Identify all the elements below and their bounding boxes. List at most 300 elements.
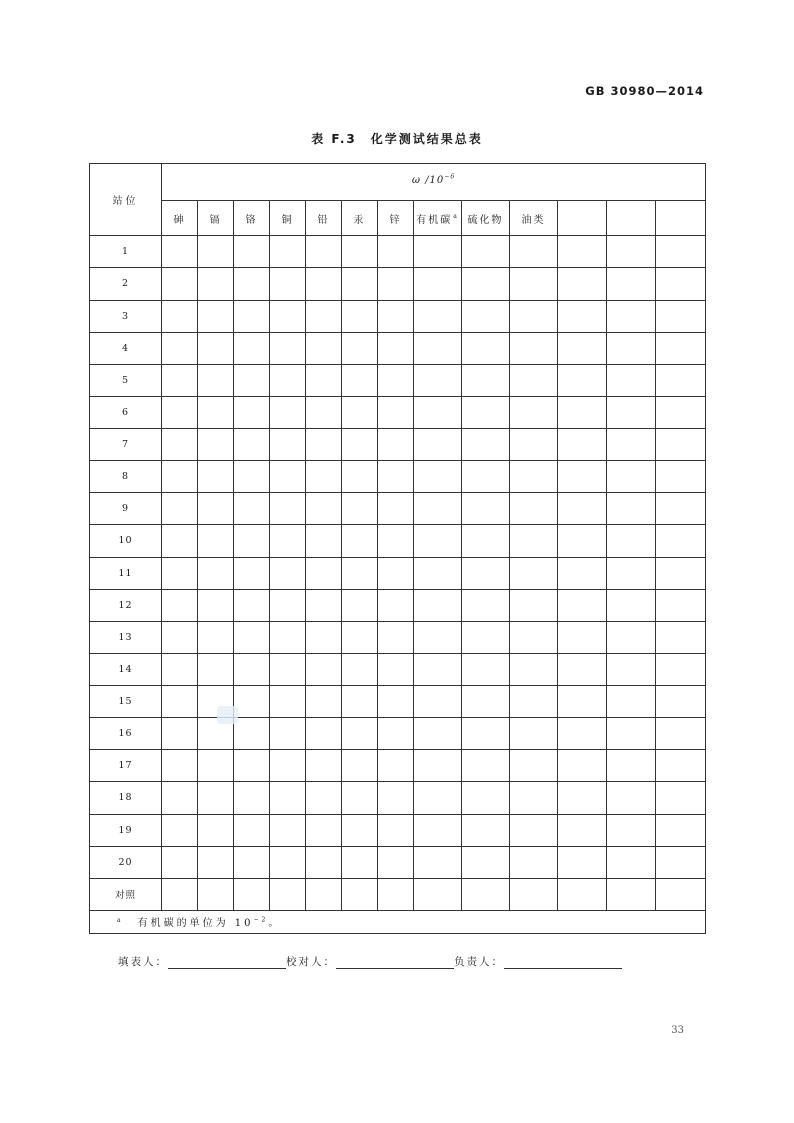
table-cell[interactable] <box>234 300 270 332</box>
table-cell[interactable] <box>234 557 270 589</box>
page-number: 33 <box>671 1025 684 1036</box>
table-cell[interactable] <box>270 268 306 300</box>
table-cell[interactable] <box>510 300 558 332</box>
table-cell[interactable] <box>378 750 414 782</box>
footnote <box>90 910 706 933</box>
table-cell[interactable] <box>510 782 558 814</box>
table-cell[interactable] <box>162 750 198 782</box>
table-cell[interactable] <box>656 814 706 846</box>
table-cell[interactable] <box>342 300 378 332</box>
table-cell[interactable] <box>510 236 558 268</box>
checker-blank[interactable] <box>336 956 454 969</box>
table-cell[interactable] <box>558 493 607 525</box>
table-row <box>90 268 706 300</box>
checker-label: 校对人： <box>286 956 336 968</box>
table-cell[interactable] <box>607 718 656 750</box>
table-cell[interactable] <box>414 364 462 396</box>
table-cell[interactable] <box>270 814 306 846</box>
table-cell[interactable] <box>607 557 656 589</box>
table-cell[interactable] <box>510 429 558 461</box>
table-cell[interactable] <box>378 493 414 525</box>
table-cell[interactable] <box>607 236 656 268</box>
table-cell[interactable] <box>198 493 234 525</box>
table-cell[interactable] <box>270 557 306 589</box>
table-cell[interactable] <box>414 461 462 493</box>
table-cell[interactable] <box>234 332 270 364</box>
table-cell[interactable] <box>656 332 706 364</box>
table-cell[interactable] <box>234 396 270 428</box>
table-cell[interactable] <box>162 814 198 846</box>
table-cell[interactable] <box>414 332 462 364</box>
table-cell[interactable] <box>656 653 706 685</box>
table-cell[interactable] <box>558 525 607 557</box>
table-cell[interactable] <box>558 268 607 300</box>
table-cell[interactable] <box>462 557 510 589</box>
column-header <box>656 201 706 236</box>
table-cell[interactable] <box>378 814 414 846</box>
table-cell[interactable] <box>607 621 656 653</box>
table-cell[interactable] <box>342 878 378 910</box>
table-cell[interactable] <box>607 396 656 428</box>
table-cell[interactable] <box>162 396 198 428</box>
table-cell[interactable] <box>270 686 306 718</box>
footnote-mark: a <box>117 917 124 925</box>
table-cell[interactable] <box>656 364 706 396</box>
table-cell[interactable] <box>342 718 378 750</box>
table-cell[interactable] <box>378 846 414 878</box>
table-cell[interactable] <box>270 525 306 557</box>
table-cell[interactable] <box>342 621 378 653</box>
table-cell[interactable] <box>558 589 607 621</box>
footnote-reference: a <box>453 213 459 221</box>
table-cell[interactable] <box>306 557 342 589</box>
table-cell[interactable] <box>342 493 378 525</box>
table-cell[interactable] <box>414 750 462 782</box>
table-cell[interactable] <box>162 621 198 653</box>
table-cell[interactable] <box>270 782 306 814</box>
station-label: 17 <box>90 750 162 782</box>
table-cell[interactable] <box>378 396 414 428</box>
table-cell[interactable] <box>306 718 342 750</box>
table-cell[interactable] <box>306 236 342 268</box>
table-cell[interactable] <box>656 878 706 910</box>
table-cell[interactable] <box>462 396 510 428</box>
table-cell[interactable] <box>234 461 270 493</box>
table-cell[interactable] <box>656 268 706 300</box>
table-cell[interactable] <box>270 589 306 621</box>
table-cell[interactable] <box>306 846 342 878</box>
table-cell[interactable] <box>234 878 270 910</box>
table-cell[interactable] <box>656 718 706 750</box>
table-cell[interactable] <box>306 621 342 653</box>
table-cell[interactable] <box>234 236 270 268</box>
table-cell[interactable] <box>656 782 706 814</box>
table-cell[interactable] <box>510 846 558 878</box>
table-cell[interactable] <box>198 429 234 461</box>
table-cell[interactable] <box>656 557 706 589</box>
table-cell[interactable] <box>414 878 462 910</box>
table-cell[interactable] <box>607 300 656 332</box>
table-cell[interactable] <box>607 814 656 846</box>
table-cell[interactable] <box>656 525 706 557</box>
table-cell[interactable] <box>607 364 656 396</box>
table-cell[interactable] <box>162 461 198 493</box>
table-cell[interactable] <box>462 300 510 332</box>
table-cell[interactable] <box>198 878 234 910</box>
signature-line <box>118 954 622 969</box>
table-cell[interactable] <box>198 814 234 846</box>
table-cell[interactable] <box>414 525 462 557</box>
table-cell[interactable] <box>306 429 342 461</box>
table-cell[interactable] <box>234 493 270 525</box>
table-cell[interactable] <box>462 878 510 910</box>
table-cell[interactable] <box>414 782 462 814</box>
table-cell[interactable] <box>162 268 198 300</box>
table-cell[interactable] <box>378 621 414 653</box>
table-cell[interactable] <box>607 750 656 782</box>
table-cell[interactable] <box>270 846 306 878</box>
table-cell[interactable] <box>462 686 510 718</box>
table-row <box>90 718 706 750</box>
table-cell[interactable] <box>270 396 306 428</box>
table-cell[interactable] <box>510 396 558 428</box>
table-cell[interactable] <box>558 750 607 782</box>
table-cell[interactable] <box>378 461 414 493</box>
table-cell[interactable] <box>414 300 462 332</box>
table-cell[interactable] <box>378 878 414 910</box>
table-cell[interactable] <box>462 525 510 557</box>
table-cell[interactable] <box>414 814 462 846</box>
table-number: 表 F.3 <box>311 132 357 146</box>
table-cell[interactable] <box>656 589 706 621</box>
table-cell[interactable] <box>607 332 656 364</box>
table-cell[interactable] <box>306 268 342 300</box>
table-cell[interactable] <box>607 589 656 621</box>
table-cell[interactable] <box>510 268 558 300</box>
table-cell[interactable] <box>162 878 198 910</box>
table-cell[interactable] <box>306 782 342 814</box>
table-cell[interactable] <box>234 782 270 814</box>
table-cell[interactable] <box>234 686 270 718</box>
table-cell[interactable] <box>558 814 607 846</box>
table-row <box>90 396 706 428</box>
table-cell[interactable] <box>234 750 270 782</box>
table-cell[interactable] <box>162 718 198 750</box>
table-cell[interactable] <box>378 589 414 621</box>
table-cell[interactable] <box>510 653 558 685</box>
table-cell[interactable] <box>656 461 706 493</box>
table-cell[interactable] <box>378 653 414 685</box>
table-cell[interactable] <box>198 782 234 814</box>
table-cell[interactable] <box>306 300 342 332</box>
table-cell[interactable] <box>558 364 607 396</box>
table-cell[interactable] <box>414 493 462 525</box>
table-cell[interactable] <box>462 653 510 685</box>
table-cell[interactable] <box>378 268 414 300</box>
table-cell[interactable] <box>414 589 462 621</box>
table-cell[interactable] <box>306 686 342 718</box>
table-cell[interactable] <box>342 525 378 557</box>
table-cell[interactable] <box>607 846 656 878</box>
table-cell[interactable] <box>342 396 378 428</box>
station-label: 对照 <box>90 878 162 910</box>
table-cell[interactable] <box>306 364 342 396</box>
table-cell[interactable] <box>558 332 607 364</box>
table-cell[interactable] <box>234 364 270 396</box>
table-cell[interactable] <box>270 332 306 364</box>
table-cell[interactable] <box>270 621 306 653</box>
table-cell[interactable] <box>306 750 342 782</box>
table-cell[interactable] <box>270 300 306 332</box>
table-cell[interactable] <box>162 300 198 332</box>
table-cell[interactable] <box>342 557 378 589</box>
table-cell[interactable] <box>558 557 607 589</box>
table-cell[interactable] <box>270 364 306 396</box>
station-label: 7 <box>90 429 162 461</box>
table-cell[interactable] <box>270 750 306 782</box>
table-cell[interactable] <box>414 557 462 589</box>
table-cell[interactable] <box>198 268 234 300</box>
table-cell[interactable] <box>558 878 607 910</box>
table-cell[interactable] <box>162 364 198 396</box>
table-cell[interactable] <box>510 461 558 493</box>
footnote-exponent: −2 <box>253 917 269 925</box>
table-cell[interactable] <box>558 846 607 878</box>
footnote-text: 有机碳的单位为 10 <box>137 918 254 930</box>
table-row <box>90 814 706 846</box>
table-cell[interactable] <box>414 396 462 428</box>
table-cell[interactable] <box>234 589 270 621</box>
table-cell[interactable] <box>342 589 378 621</box>
table-cell[interactable] <box>162 429 198 461</box>
table-cell[interactable] <box>198 557 234 589</box>
table-cell[interactable] <box>510 364 558 396</box>
table-cell[interactable] <box>270 461 306 493</box>
table-cell[interactable] <box>462 782 510 814</box>
table-cell[interactable] <box>234 621 270 653</box>
table-cell[interactable] <box>462 268 510 300</box>
table-cell[interactable] <box>558 429 607 461</box>
table-cell[interactable] <box>462 846 510 878</box>
table-cell[interactable] <box>414 621 462 653</box>
table-cell[interactable] <box>270 878 306 910</box>
table-cell[interactable] <box>462 750 510 782</box>
table-cell[interactable] <box>378 686 414 718</box>
table-cell[interactable] <box>306 878 342 910</box>
column-header <box>378 201 414 236</box>
table-cell[interactable] <box>462 621 510 653</box>
table-cell[interactable] <box>558 236 607 268</box>
table-cell[interactable] <box>342 332 378 364</box>
table-cell[interactable] <box>270 718 306 750</box>
table-cell[interactable] <box>198 396 234 428</box>
table-cell[interactable] <box>306 589 342 621</box>
table-cell[interactable] <box>198 300 234 332</box>
table-cell[interactable] <box>378 525 414 557</box>
table-cell[interactable] <box>198 525 234 557</box>
table-cell[interactable] <box>607 429 656 461</box>
table-cell[interactable] <box>270 236 306 268</box>
table-cell[interactable] <box>462 493 510 525</box>
station-label: 1 <box>90 236 162 268</box>
table-cell[interactable] <box>414 718 462 750</box>
table-cell[interactable] <box>607 525 656 557</box>
table-cell[interactable] <box>414 268 462 300</box>
table-cell[interactable] <box>510 589 558 621</box>
table-cell[interactable] <box>342 429 378 461</box>
table-cell[interactable] <box>510 493 558 525</box>
table-cell[interactable] <box>378 557 414 589</box>
table-cell[interactable] <box>162 653 198 685</box>
table-cell[interactable] <box>342 814 378 846</box>
table-cell[interactable] <box>378 236 414 268</box>
table-cell[interactable] <box>510 718 558 750</box>
table-cell[interactable] <box>558 461 607 493</box>
table-cell[interactable] <box>656 236 706 268</box>
table-cell[interactable] <box>378 782 414 814</box>
table-cell[interactable] <box>414 653 462 685</box>
table-cell[interactable] <box>414 686 462 718</box>
table-cell[interactable] <box>162 846 198 878</box>
responsible-blank[interactable] <box>504 956 622 969</box>
table-cell[interactable] <box>558 653 607 685</box>
table-cell[interactable] <box>198 589 234 621</box>
table-cell[interactable] <box>510 332 558 364</box>
table-cell[interactable] <box>414 429 462 461</box>
table-cell[interactable] <box>462 589 510 621</box>
table-cell[interactable] <box>656 686 706 718</box>
table-cell[interactable] <box>306 525 342 557</box>
table-cell[interactable] <box>656 621 706 653</box>
table-cell[interactable] <box>558 621 607 653</box>
table-row <box>90 461 706 493</box>
table-cell[interactable] <box>656 846 706 878</box>
table-cell[interactable] <box>378 429 414 461</box>
table-cell[interactable] <box>234 718 270 750</box>
table-cell[interactable] <box>656 300 706 332</box>
table-cell[interactable] <box>656 396 706 428</box>
table-cell[interactable] <box>558 300 607 332</box>
table-cell[interactable] <box>198 364 234 396</box>
table-cell[interactable] <box>342 653 378 685</box>
table-cell[interactable] <box>162 525 198 557</box>
table-cell[interactable] <box>510 750 558 782</box>
table-cell[interactable] <box>378 300 414 332</box>
table-cell[interactable] <box>462 364 510 396</box>
table-cell[interactable] <box>162 686 198 718</box>
table-cell[interactable] <box>510 525 558 557</box>
table-cell[interactable] <box>306 332 342 364</box>
station-label: 15 <box>90 686 162 718</box>
table-cell[interactable] <box>342 846 378 878</box>
table-cell[interactable] <box>462 429 510 461</box>
table-cell[interactable] <box>198 846 234 878</box>
table-cell[interactable] <box>462 814 510 846</box>
filler-blank[interactable] <box>168 956 286 969</box>
table-cell[interactable] <box>342 461 378 493</box>
table-cell[interactable] <box>607 782 656 814</box>
table-cell[interactable] <box>607 686 656 718</box>
table-cell[interactable] <box>198 332 234 364</box>
table-cell[interactable] <box>306 493 342 525</box>
table-cell[interactable] <box>558 718 607 750</box>
table-cell[interactable] <box>378 364 414 396</box>
table-cell[interactable] <box>270 429 306 461</box>
table-cell[interactable] <box>607 653 656 685</box>
table-cell[interactable] <box>510 686 558 718</box>
table-cell[interactable] <box>342 364 378 396</box>
table-cell[interactable] <box>306 461 342 493</box>
table-cell[interactable] <box>162 589 198 621</box>
table-cell[interactable] <box>607 268 656 300</box>
column-header <box>607 201 656 236</box>
table-cell[interactable] <box>342 782 378 814</box>
table-cell[interactable] <box>558 782 607 814</box>
table-cell[interactable] <box>414 236 462 268</box>
table-cell[interactable] <box>270 493 306 525</box>
table-cell[interactable] <box>198 621 234 653</box>
table-cell[interactable] <box>462 332 510 364</box>
table-cell[interactable] <box>342 686 378 718</box>
table-cell[interactable] <box>656 493 706 525</box>
table-cell[interactable] <box>234 429 270 461</box>
table-cell[interactable] <box>510 814 558 846</box>
table-cell[interactable] <box>510 557 558 589</box>
table-row <box>90 878 706 910</box>
table-cell[interactable] <box>607 493 656 525</box>
table-cell[interactable] <box>607 461 656 493</box>
table-cell[interactable] <box>162 557 198 589</box>
table-cell[interactable] <box>306 396 342 428</box>
table-cell[interactable] <box>198 461 234 493</box>
table-cell[interactable] <box>234 268 270 300</box>
table-cell[interactable] <box>462 236 510 268</box>
table-cell[interactable] <box>558 396 607 428</box>
table-cell[interactable] <box>162 332 198 364</box>
table-cell[interactable] <box>234 846 270 878</box>
table-cell[interactable] <box>342 750 378 782</box>
table-cell[interactable] <box>162 236 198 268</box>
table-cell[interactable] <box>198 653 234 685</box>
table-cell[interactable] <box>656 750 706 782</box>
table-cell[interactable] <box>234 525 270 557</box>
table-cell[interactable] <box>607 878 656 910</box>
table-cell[interactable] <box>306 653 342 685</box>
table-cell[interactable] <box>510 621 558 653</box>
table-cell[interactable] <box>510 878 558 910</box>
station-label: 14 <box>90 653 162 685</box>
table-cell[interactable] <box>306 814 342 846</box>
table-cell[interactable] <box>378 332 414 364</box>
table-cell[interactable] <box>162 782 198 814</box>
table-cell[interactable] <box>656 429 706 461</box>
table-cell[interactable] <box>558 686 607 718</box>
column-header <box>198 201 234 236</box>
table-cell[interactable] <box>270 653 306 685</box>
table-cell[interactable] <box>234 814 270 846</box>
table-cell[interactable] <box>342 268 378 300</box>
table-cell[interactable] <box>462 461 510 493</box>
column-label: 汞 <box>353 214 366 226</box>
table-cell[interactable] <box>234 653 270 685</box>
table-cell[interactable] <box>162 493 198 525</box>
table-cell[interactable] <box>378 718 414 750</box>
table-cell[interactable] <box>198 236 234 268</box>
table-cell[interactable] <box>342 236 378 268</box>
table-cell[interactable] <box>414 846 462 878</box>
table-cell[interactable] <box>462 718 510 750</box>
table-cell[interactable] <box>198 750 234 782</box>
